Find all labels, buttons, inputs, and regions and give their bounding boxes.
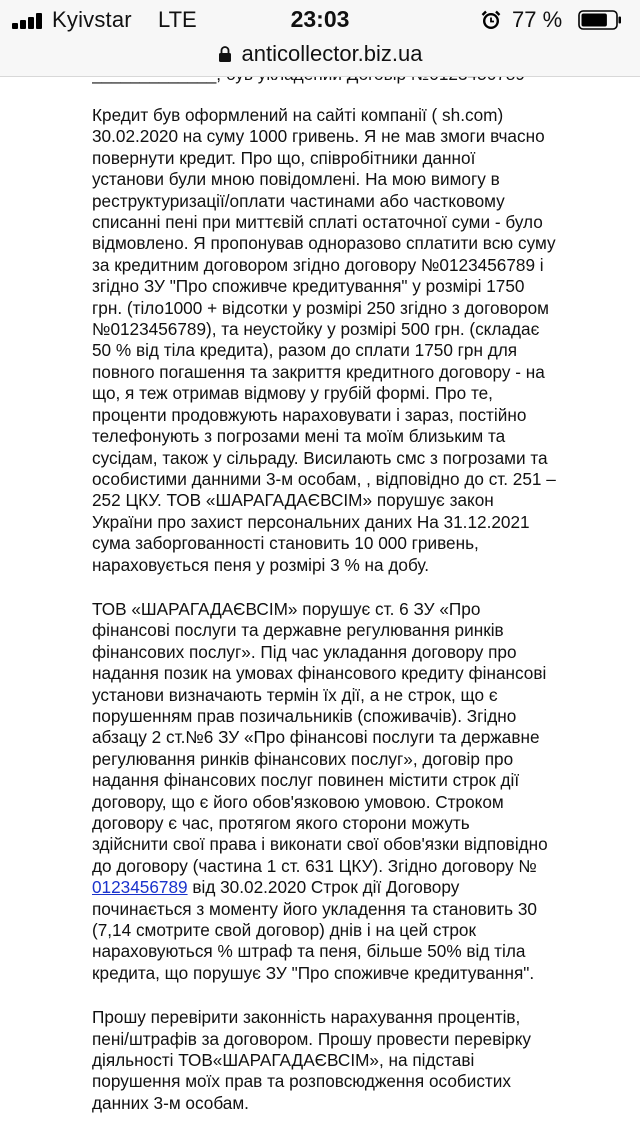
link-suffix-text: від 30.02.2020 Строк дії Договору xyxy=(187,877,460,898)
text-line: відмовлено. Я пропонував одноразово сплатити всю суму xyxy=(92,233,556,254)
text-line: ТОВ «ШАРАГАДАЄВСІМ» порушує ст. 6 ЗУ «Про xyxy=(92,598,481,619)
text-line: починається з моменту його укладення та становить 30 xyxy=(92,898,537,919)
text-line: до договору (частина 1 ст. 631 ЦКУ). Згідно договору № xyxy=(92,855,537,876)
text-line: установи були мною повідомлені. На мою вимогу в xyxy=(92,169,500,190)
text-line: договору є час, протягом якого сторони можуть xyxy=(92,813,470,833)
text-line: данних 3-м особам. xyxy=(92,1092,249,1113)
text-line: регулювання ринків фінансових послуг», договір про xyxy=(92,748,514,769)
text-line: повернути кредит. Про що, співробітники данної xyxy=(92,147,476,168)
text-line: надання фінансових послуг повинен містити строк дії xyxy=(92,770,520,791)
battery-percentage: 77 % xyxy=(512,7,563,32)
document-content xyxy=(92,64,592,1136)
text-line: договору, що є його обов'язковою умовою. Строком xyxy=(92,791,504,812)
url-text[interactable]: anticollector.biz.ua xyxy=(241,41,423,66)
text-line: особистими данними 3-м особам, , відповідно до ст. 251 – xyxy=(92,468,556,489)
text-line: згідно ЗУ "Про споживче кредитування" у розмірі 1750 xyxy=(92,276,525,297)
text-line: телефонують з погрозами мені та моїм близьким та xyxy=(92,426,506,447)
text-line: діяльності ТОВ«ШАРАГАДАЄВСІМ», на підставі xyxy=(92,1050,475,1071)
text-line: (7,14 смотрите свой договор) днів і на цей строк xyxy=(92,920,476,941)
paragraph-law-violation xyxy=(92,599,592,984)
text-line: фінансові послуги та державне регулювання ринків xyxy=(92,620,504,641)
text-line: списанні пені при миттєвій сплаті остаточної суми - було xyxy=(92,212,543,233)
text-line: сума заборгованності становить 10 000 гривень, xyxy=(92,533,479,554)
paragraph-credit-history xyxy=(92,105,592,576)
text-line: грн. (тіло1000 + відсотки у розмірі 250 згідно з договором xyxy=(92,297,549,318)
contract-number-link[interactable]: 0123456789 xyxy=(92,877,188,898)
alarm-icon xyxy=(480,9,502,31)
text-line: що, я теж отримав відмову у грубій формі. Про те, xyxy=(92,383,493,404)
lock-icon xyxy=(218,45,232,63)
text-line: за кредитним договором згідно договору №0123456789 і xyxy=(92,254,544,275)
status-time: 23:03 xyxy=(290,6,350,32)
text-line: повного погашення та закриття кредитного договору - на xyxy=(92,361,545,382)
text-line: установи визначають термін їх дії, а не строк, що є xyxy=(92,684,498,705)
text-line: 30.02.2020 на суму 1000 гривень. Я не мав змоги вчасно xyxy=(92,126,545,147)
text-line: абзацу 2 ст.№6 ЗУ «Про фінансові послуги та державне xyxy=(92,727,540,748)
text-line: нараховується пеня у розмірі 3 % на добу. xyxy=(92,554,430,575)
url-container[interactable] xyxy=(0,41,640,67)
text-line: кредита, що порушує ЗУ "Про споживче кредитування". xyxy=(92,962,535,983)
status-bar xyxy=(0,0,640,40)
text-line: здійснити свої права і виконати свої обов'язки відповідно xyxy=(92,834,548,855)
browser-url-bar[interactable] xyxy=(0,40,640,77)
text-line-with-link xyxy=(92,877,592,898)
text-line: Кредит був оформлений на сайті компанії ( sh.com) xyxy=(92,105,504,125)
text-line: Прошу перевірити законність нарахування процентів, xyxy=(92,1007,521,1028)
carrier-name: Kyivstar xyxy=(52,7,132,32)
text-line: проценти продовжують нараховувати і зараз, постійно xyxy=(92,404,527,425)
text-line: надання позик на умовах фінансового кредиту фінансові xyxy=(92,663,547,684)
text-line: фінансових послуг». Під час укладання договору про xyxy=(92,641,517,662)
text-line: №0123456789), та неустойку у розмірі 500 грн. (складає xyxy=(92,319,540,340)
text-line: порушенням прав позичальників (споживачів). Згідно xyxy=(92,705,517,726)
text-line: 252 ЦКУ. ТОВ «ШАРАГАДАЄВСІМ» порушує закон xyxy=(92,490,494,511)
paragraph-request xyxy=(92,1007,592,1114)
text-line: реструктуризації/оплати частинами або частковому xyxy=(92,190,505,211)
text-line: 50 % від тіла кредита), разом до сплати 1750 грн для xyxy=(92,340,518,361)
text-line: України про захист персональних даних На 31.12.2021 xyxy=(92,511,530,532)
text-line: порушення моїх прав та розповсюдження особистих xyxy=(92,1071,511,1092)
text-line: пені/штрафів за договором. Прошу провести перевірку xyxy=(92,1028,532,1049)
text-line: нараховуються % штраф та пеня, більше 50% від тіла xyxy=(92,941,526,962)
battery-icon xyxy=(578,10,622,30)
network-type: LTE xyxy=(158,7,197,32)
text-line: сусідам, також у сільраду. Висилають смс з погрозами та xyxy=(92,447,548,468)
